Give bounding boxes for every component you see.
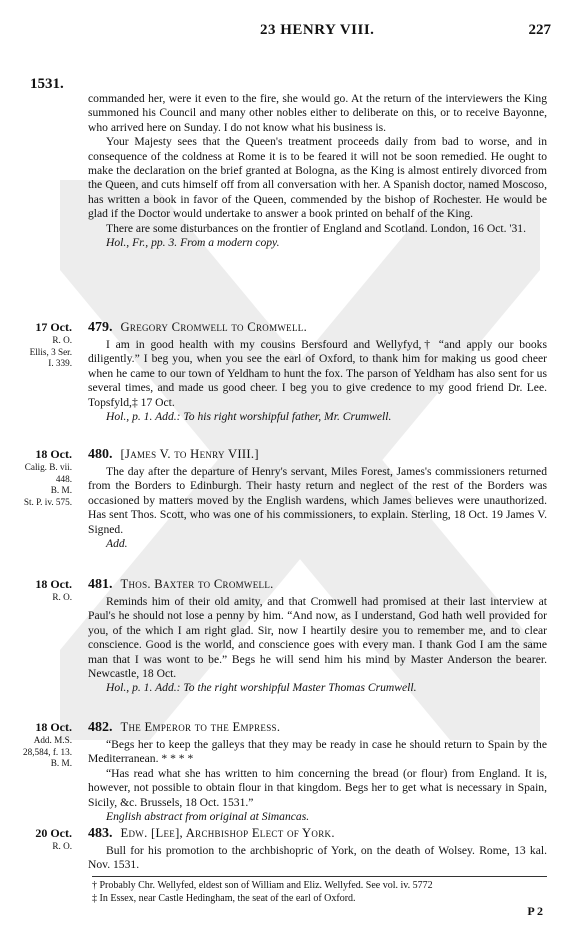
source-note: English abstract from original at Simancas. xyxy=(106,810,310,824)
entry-margin xyxy=(6,826,72,853)
entry-margin xyxy=(6,320,72,370)
entry-heading xyxy=(88,826,548,842)
footnote: † Probably Chr. Wellyfed, eldest son of William and Eliz. Wellyfed. See vol. iv. 5772 xyxy=(92,880,433,891)
running-header xyxy=(0,22,567,46)
entry-title: Edw. [Lee], Archbishop Elect of York. xyxy=(120,826,335,840)
paragraph: Reminds him of their old amity, and that Cromwell had promised at their last interview at Paul's he should not lose a penny by him. “And now, as I understand, God hath well provided for you, of the which I am right glad. Sir, now I heartily desire you to remember me, and to clear conscience. Good is the world, and conscience goes with every man. I thank God I am the same man that I was wont to be.” Begs he will send him his mind by Master Anderson the bearer. Newcastle, 18 Oct. xyxy=(88,595,547,681)
entry-heading xyxy=(88,720,548,736)
entry-number: 483. xyxy=(88,826,113,841)
margin-ref: 28,584, f. 13. xyxy=(23,746,72,757)
entry-heading xyxy=(88,577,548,593)
entry-date: 18 Oct. xyxy=(35,577,72,591)
paragraph: Your Majesty sees that the Queen's treatment proceeds daily from bad to worse, and in consequence of the coldness at Rome it is to be feared it will not be soon remedied. He ought to make the declaration on the brief granted at Bologna, as the King is almost entirely divorced from the Queen, and cuts himself off from all conversation with her. A Spanish doctor, named Moscoso, has written a book in favor of the Queen, commended by the bishop of Rochester. He would be glad if the Doctor would undertake to answer a book printed on behalf of the King. xyxy=(88,135,547,221)
margin-ref: I. 339. xyxy=(48,358,72,368)
entry-margin xyxy=(6,577,72,604)
entry-title: [James V. to Henry VIII.] xyxy=(120,447,259,461)
page-number: 227 xyxy=(528,22,551,38)
footnotes xyxy=(92,879,542,905)
source-note: Add. xyxy=(106,537,128,551)
footnote: ‡ In Essex, near Castle Hedingham, the seat of the earl of Oxford. xyxy=(92,893,356,904)
margin-ref: R. O. xyxy=(52,841,72,851)
running-title: 23 HENRY VIII. xyxy=(260,22,375,38)
entry-title: Gregory Cromwell to Cromwell. xyxy=(120,320,308,334)
margin-ref: R. O. xyxy=(52,592,72,602)
entry-date: 17 Oct. xyxy=(35,320,72,334)
entry-margin xyxy=(6,447,72,508)
entry-body xyxy=(88,595,547,696)
entry-body xyxy=(88,465,547,551)
signature-mark: P 2 xyxy=(527,904,543,918)
margin-ref: B. M. xyxy=(50,758,72,768)
footnote-rule xyxy=(92,876,547,877)
entry-margin xyxy=(6,720,72,770)
entry-date: 18 Oct. xyxy=(35,720,72,734)
continuation-text xyxy=(88,92,547,250)
paragraph: “Has read what she has written to him concerning the bread (or flour) from England. It is, however, not possible to obtain flour in that kingdom. Begs her to get what is necessary in Spain, Sicily, &c. Brussels, 18 Oct. 1531.” xyxy=(88,766,547,809)
entry-date: 18 Oct. xyxy=(35,447,72,461)
paragraph: “Begs her to keep the galleys that they may be ready in case he should return to Spain by the Mediterranean. * * * * xyxy=(88,738,547,766)
year-marker: 1531. xyxy=(30,76,64,92)
margin-ref: Add. M.S. xyxy=(33,735,72,745)
entry-body xyxy=(88,738,547,824)
margin-ref: B. M. xyxy=(50,485,72,495)
source-note: Hol., p. 1. Add.: To the right worshipful Master Thomas Crumwell. xyxy=(106,681,417,695)
paragraph: There are some disturbances on the frontier of England and Scotland. London, 16 Oct. '31. xyxy=(106,221,526,235)
margin-ref: Ellis, 3 Ser. xyxy=(29,346,72,357)
entry-number: 480. xyxy=(88,447,113,462)
paragraph: The day after the departure of Henry's servant, Miles Forest, James's commissioners returned from the Borders to Edinburgh. Their hasty return and neglect of the rest of the Borders was occasioned by matters moved by the English wardens, which James believes were unauthorized. Has sent Thos. Scott, who was one of his commissioners, to explain. Sterling, 18 Oct. 19 James V. Signed. xyxy=(88,465,547,536)
entry-body xyxy=(88,844,547,873)
entry-number: 482. xyxy=(88,720,113,735)
entry-heading xyxy=(88,320,548,336)
paragraph: commanded her, were it even to the fire, she would go. At the return of the interviewers the King summoned his Council and many other nobles either to deliberate on this, or to receive Bayonne, who arrived here on Sunday. I do not know what his business is. xyxy=(88,92,547,134)
entry-date: 20 Oct. xyxy=(35,826,72,840)
entry-number: 481. xyxy=(88,577,113,592)
margin-ref: Calig. B. vii. xyxy=(24,462,72,472)
paragraph: I am in good health with my cousins Bersfourd and Wellyfyd,† “and apply our books diligently.” I beg you, when you see the earl of Oxford, to thank him for making us good cheer when he came to our town of Yeldham to hunt the fox. The parson of Yeldham has also sent for us several times, and made us good cheer. I beg you to give credence to my good friend Dr. Lee. Topsfyld,‡ 17 Oct. xyxy=(88,338,547,409)
source-note: Hol., p. 1. Add.: To his right worshipful father, Mr. Crumwell. xyxy=(106,410,392,424)
margin-ref: St. P. iv. 575. xyxy=(23,496,72,507)
margin-ref: R. O. xyxy=(52,335,72,345)
entry-title: Thos. Baxter to Cromwell. xyxy=(120,577,274,591)
source-note: Hol., Fr., pp. 3. From a modern copy. xyxy=(106,236,280,250)
entry-heading xyxy=(88,447,548,463)
margin-ref: 448. xyxy=(55,473,72,484)
entry-body xyxy=(88,338,547,424)
entry-title: The Emperor to the Empress. xyxy=(120,720,281,734)
paragraph: Bull for his promotion to the archbishopric of York, on the death of Wolsey. Rome, 13 kal. Nov. 1531. xyxy=(88,844,547,872)
entry-number: 479. xyxy=(88,320,113,335)
